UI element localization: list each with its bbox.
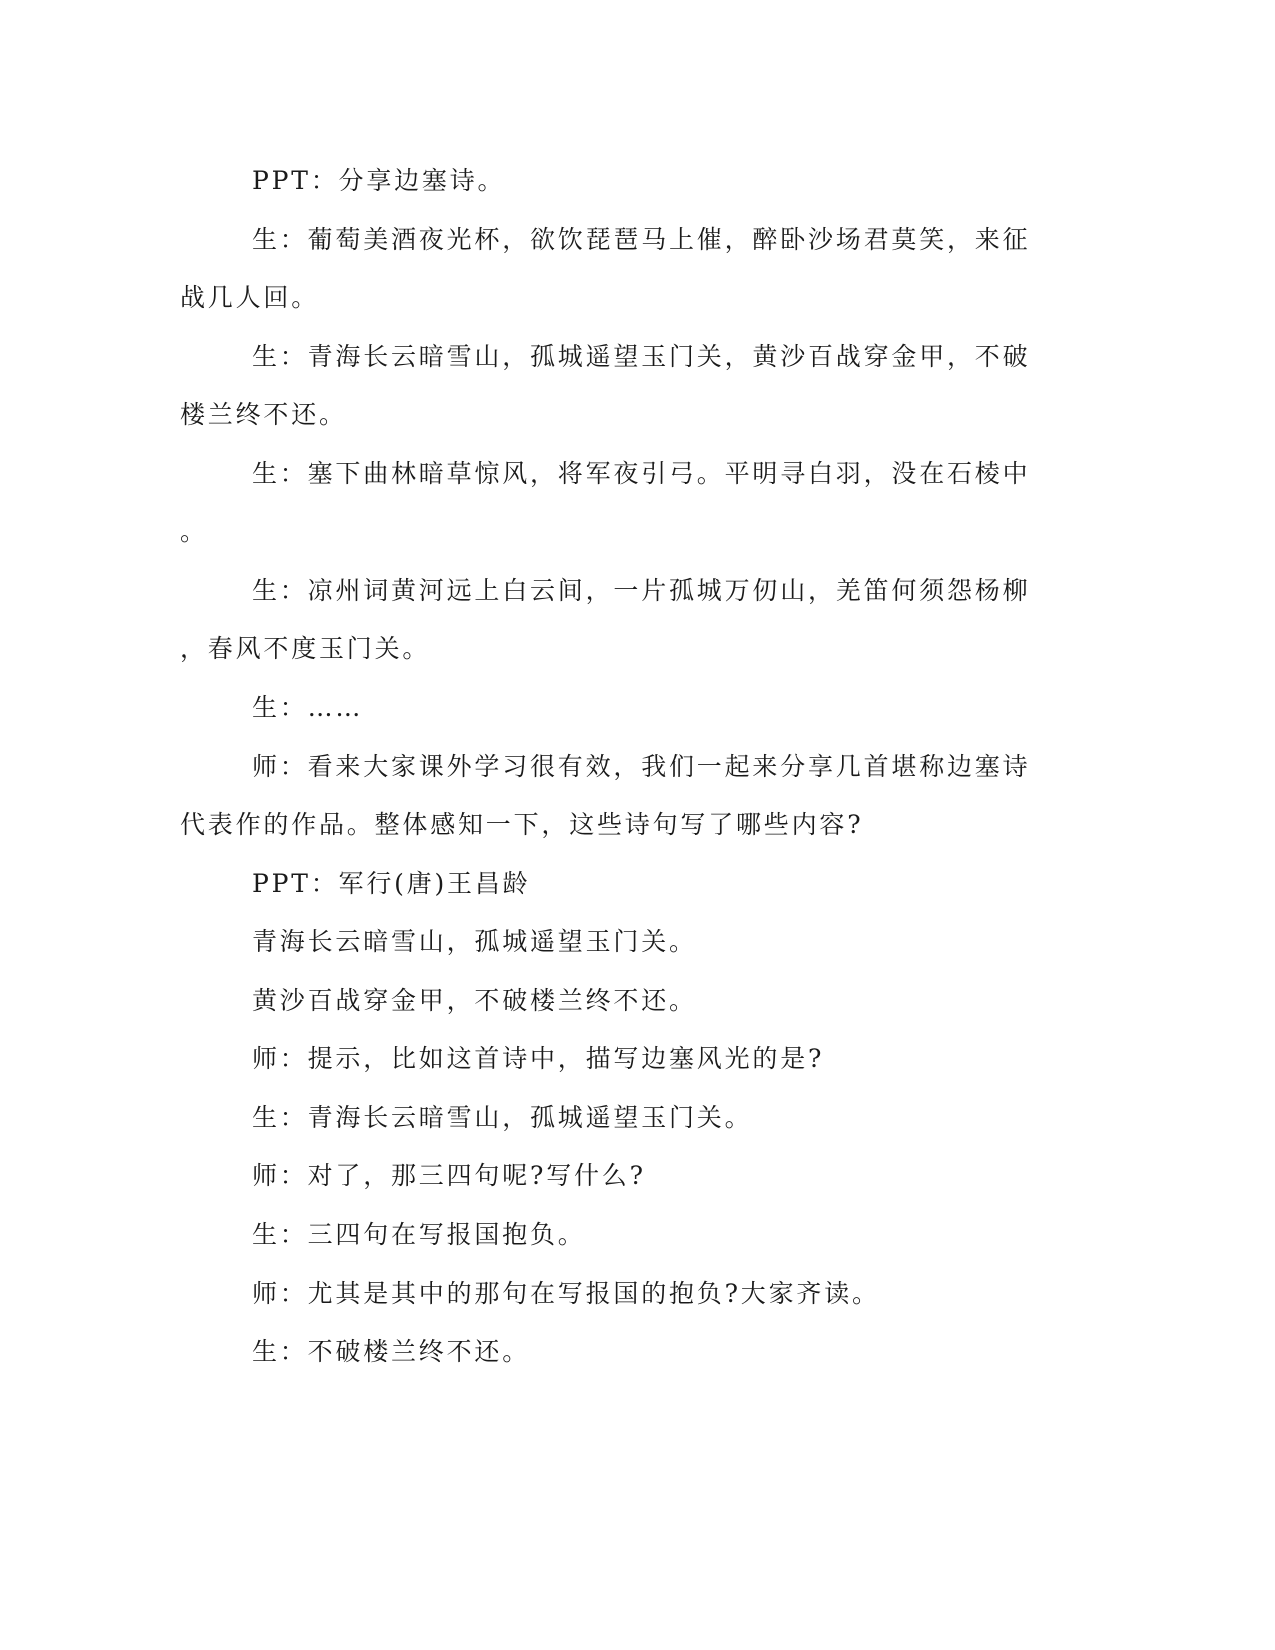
paragraph-student-poem-1: 生：葡萄美酒夜光杯，欲饮琵琶马上催，醉卧沙场君莫笑，来征 (252, 225, 1031, 254)
paragraph-student-poem-4-cont: ，春风不度玉门关。 (180, 634, 431, 663)
paragraph-student-poem-4: 生：凉州词黄河远上白云间，一片孤城万仞山，羌笛何须怨杨柳 (252, 576, 1031, 605)
paragraph-ppt-share: PPT：分享边塞诗。 (252, 166, 506, 195)
paragraph-teacher-intro-cont: 代表作的作品。整体感知一下，这些诗句写了哪些内容? (180, 810, 864, 839)
paragraph-student-poem-3: 生：塞下曲林暗草惊风，将军夜引弓。平明寻白羽，没在石棱中 (252, 459, 1031, 488)
paragraph-teacher-intro: 师：看来大家课外学习很有效，我们一起来分享几首堪称边塞诗 (252, 752, 1031, 781)
paragraph-teacher-read: 师：尤其是其中的那句在写报国的抱负?大家齐读。 (252, 1279, 880, 1308)
paragraph-teacher-question: 师：对了，那三四句呢?写什么? (252, 1161, 646, 1190)
paragraph-student-answer-2: 生：三四句在写报国抱负。 (252, 1220, 586, 1249)
paragraph-student-poem-1-cont: 战几人回。 (180, 283, 320, 312)
paragraph-student-poem-2-cont: 楼兰终不还。 (180, 400, 347, 429)
paragraph-student-poem-3-cont: 。 (180, 517, 208, 546)
paragraph-ppt-poem-title: PPT：军行(唐)王昌龄 (252, 869, 531, 898)
paragraph-student-ellipsis: 生：…… (252, 693, 364, 722)
poem-line-2: 黄沙百战穿金甲，不破楼兰终不还。 (252, 986, 697, 1015)
paragraph-student-answer-1: 生：青海长云暗雪山，孤城遥望玉门关。 (252, 1103, 753, 1132)
paragraph-student-answer-3: 生：不破楼兰终不还。 (252, 1337, 531, 1366)
poem-line-1: 青海长云暗雪山，孤城遥望玉门关。 (252, 927, 697, 956)
paragraph-teacher-hint: 师：提示，比如这首诗中，描写边塞风光的是? (252, 1044, 825, 1073)
paragraph-student-poem-2: 生：青海长云暗雪山，孤城遥望玉门关，黄沙百战穿金甲，不破 (252, 342, 1031, 371)
